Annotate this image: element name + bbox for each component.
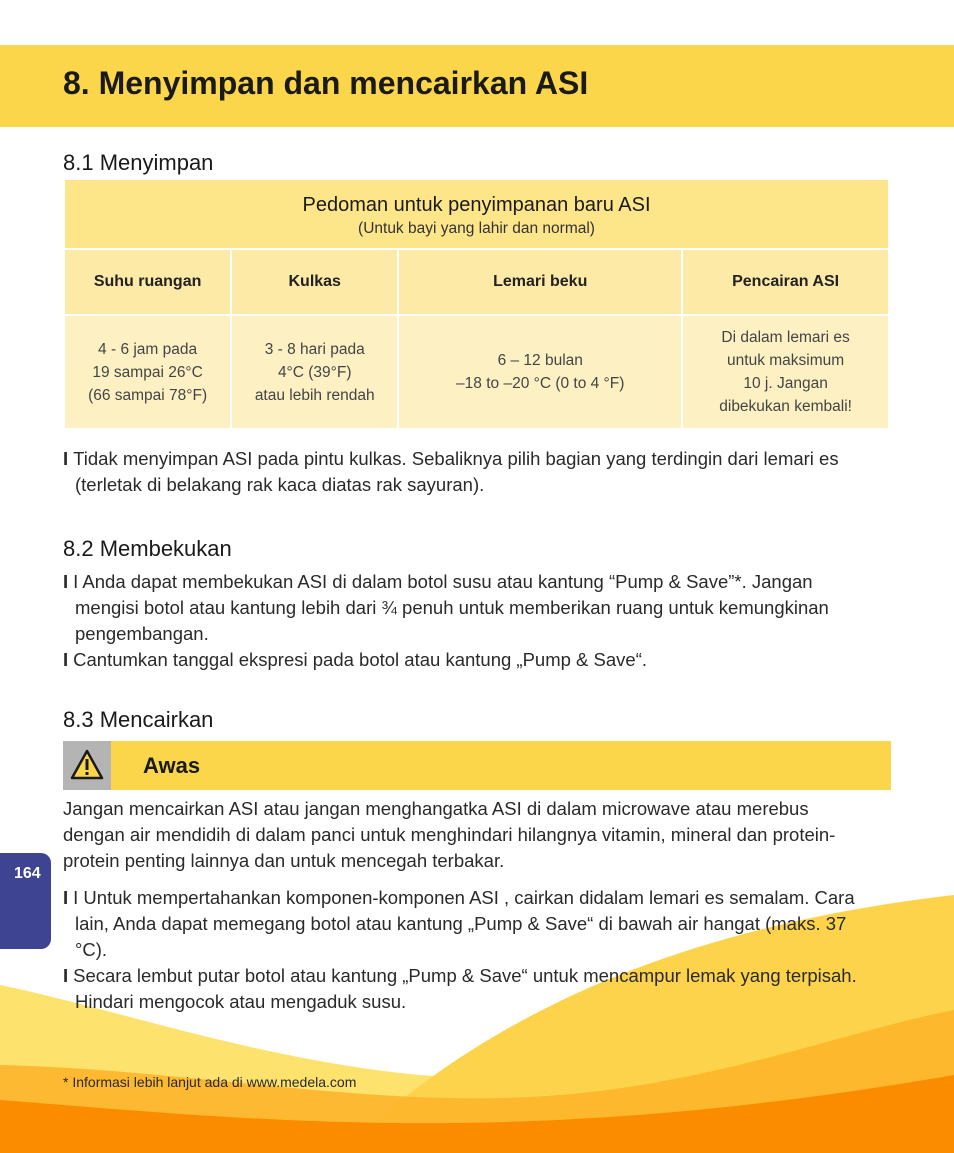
cell-line: untuk maksimum <box>727 352 845 369</box>
footnote: * Informasi lebih lanjut ada di www.medela.com <box>63 1074 357 1090</box>
cell-line: dibekukan kembali! <box>719 398 852 415</box>
cell-line: (66 sampai 78°F) <box>88 386 208 404</box>
table-subtitle: (Untuk bayi yang lahir dan normal) <box>358 220 595 237</box>
bullet-item <box>63 446 875 498</box>
cell-line: 19 sampai 26°C <box>92 363 203 381</box>
table-cell-room-temp <box>64 315 231 429</box>
table-title: Pedoman untuk penyimpanan baru ASI <box>302 194 651 216</box>
column-header-thawing: Pencairan ASI <box>682 249 889 315</box>
bullet-text: Secara lembut putar botol atau kantung „Pump & Save“ untuk mencampur lemak yang terpisah. Hindari mengocok atau mengaduk susu. <box>73 965 857 1012</box>
warning-bar <box>63 741 891 790</box>
bullet-item <box>63 569 875 647</box>
column-header-fridge: Kulkas <box>231 249 398 315</box>
storage-guidelines-table <box>63 178 890 430</box>
cell-line: atau lebih rendah <box>254 386 375 404</box>
bullet-item <box>63 647 875 673</box>
bullet-text: I Anda dapat membekukan ASI di dalam botol susu atau kantung “Pump & Save”*. Jangan mengisi botol atau kantung lebih dari ¾ penuh untuk memberikan ruang untuk kemungkinan pengembangan. <box>73 571 829 644</box>
cell-line: 4 - 6 jam pada <box>98 340 198 358</box>
bullet-marker: I <box>63 649 69 670</box>
cell-line: –18 to –20 °C (0 to 4 °F) <box>456 375 625 392</box>
bullet-text: I Untuk mempertahankan komponen-komponen ASI , cairkan didalam lemari es semalam. Cara lain, Anda dapat memegang botol atau kantung „Pump & Save“ di bawah air hangat (maks. 37 °C). <box>73 887 855 960</box>
bullet-marker: I <box>63 571 69 592</box>
bullet-marker: I <box>63 448 69 469</box>
cell-line: 4°C (39°F) <box>277 363 352 381</box>
table-cell-fridge <box>231 315 398 429</box>
bullet-item <box>63 963 875 1015</box>
table-header <box>64 179 889 249</box>
section-heading-store: 8.1 Menyimpan <box>63 150 214 175</box>
column-header-freezer: Lemari beku <box>398 249 682 315</box>
warning-text: Jangan mencairkan ASI atau jangan menghangatka ASI di dalam microwave atau merebus dengan air mendidih di dalam panci untuk menghindari hilangnya vitamin, mineral dan protein-protein penting lainnya dan untuk mencegah terbakar. <box>63 798 836 871</box>
bullet-marker: I <box>63 965 69 986</box>
warning-icon <box>63 741 111 790</box>
bullet-item <box>63 885 875 963</box>
table-cell-thawing <box>682 315 889 429</box>
bullet-marker: I <box>63 887 69 908</box>
column-header-room-temp: Suhu ruangan <box>64 249 231 315</box>
section-heading-freeze: 8.2 Membekukan <box>63 536 232 561</box>
bullet-text: Tidak menyimpan ASI pada pintu kulkas. Sebaliknya pilih bagian yang terdingin dari lemari es (terletak di belakang rak kaca diatas rak sayuran). <box>73 448 839 495</box>
section-heading-thaw: 8.3 Mencairkan <box>63 707 214 732</box>
page-title: 8. Menyimpan dan mencairkan ASI <box>63 65 589 101</box>
cell-line: Di dalam lemari es <box>721 329 850 346</box>
page-number: 164 <box>14 865 41 882</box>
table-cell-freezer <box>398 315 682 429</box>
warning-label: Awas <box>143 753 201 778</box>
cell-line: 3 - 8 hari pada <box>264 340 365 358</box>
cell-line: 10 j. Jangan <box>743 375 828 392</box>
bullet-text: Cantumkan tanggal ekspresi pada botol atau kantung „Pump & Save“. <box>73 649 647 670</box>
cell-line: 6 – 12 bulan <box>497 352 583 369</box>
